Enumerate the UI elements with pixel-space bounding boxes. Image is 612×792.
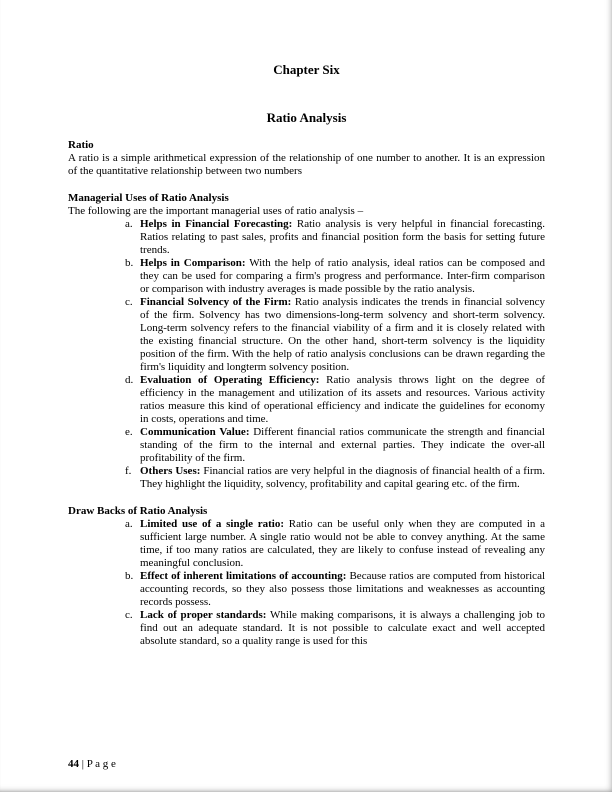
uses-intro: The following are the important managerial uses of ratio analysis – [68,205,364,217]
item-text: Different financial ratios communicate the strength and financial standing of the firm to the internal and external parties. They indicate the over-all profitability of the firm. [140,426,545,464]
item-label: c. [125,296,133,308]
item-text: Ratio analysis is very helpful in financial forecasting. Ratios relating to past sales, profits and financial position form the basis for setting future trends. [140,218,545,256]
item-lead: Lack of proper standards: [140,609,267,621]
list-item [68,609,545,648]
list-item [68,218,545,257]
item-text: Ratio can be useful only when they are computed in a sufficient large number. A single ratio would not be able to convey anything. At the same time, if too many ratios are calculated, they are likely to confuse instead of revealing any meaningful conclusion. [140,518,545,569]
item-text: Ratio analysis throws light on the degree of efficiency in the management and utilization of its assets and resources. Various activity ratios measure this kind of operational efficiency and indicate the guidelines for economy in costs, operations and time. [140,374,546,425]
item-text: Financial ratios are very helpful in the diagnosis of financial health of a firm. They highlight the liquidity, solvency, profitability and capital gearing etc. of the firm. [140,465,545,490]
section-heading-uses: Managerial Uses of Ratio Analysis [68,192,229,204]
item-label: a. [125,518,133,530]
item-lead: Others Uses: [140,465,201,477]
item-lead: Effect of inherent limitations of accounting: [140,570,347,582]
footer-label: | P a g e [81,758,116,770]
item-text: Because ratios are computed from historical accounting records, so they also possess those limitations and weaknesses as accounting records possess. [140,570,546,608]
item-lead: Evaluation of Operating Efficiency: [140,374,320,386]
chapter-title: Chapter Six [273,62,340,77]
item-label: b. [125,257,134,269]
item-label: d. [125,374,134,386]
item-label: c. [125,609,133,621]
page-title: Ratio Analysis [266,110,347,125]
list-item [68,426,545,465]
item-lead: Limited use of a single ratio: [140,518,285,530]
item-text: With the help of ratio analysis, ideal ratios can be composed and they can be used for comparing a firm's progress and performance. Inter-firm comparison or comparison with industry averages is made possible by the ratio analysis. [140,257,546,295]
page-footer [68,758,116,771]
item-lead: Financial Solvency of the Firm: [140,296,292,308]
page-number: 44 [68,758,79,770]
list-item [68,570,545,609]
list-item [68,257,545,296]
list-item [68,518,545,570]
item-lead: Communication Value: [140,426,250,438]
item-label: b. [125,570,134,582]
item-lead: Helps in Comparison: [140,257,246,269]
ratio-paragraph: A ratio is a simple arithmetical expression of the relationship of one number to another. It is an expression of the quantitative relationship between two numbers [68,152,545,177]
section-heading-ratio: Ratio [68,139,94,151]
uses-list [68,218,545,491]
drawbacks-list [68,518,545,648]
item-text: Ratio analysis indicates the trends in financial solvency of the firm. Solvency has two dimensions-long-term solvency and short-term solvency. Long-term solvency refers to the financial viability of a firm and it is closely related with the existing financial structure. On the other hand, short-term solvency is the liquidity position of the firm. With the help of ratio analysis conclusions can be drawn regarding the firm's liquidity and longterm solvency position. [140,296,546,373]
item-text: While making comparisons, it is always a challenging job to find out an adequate standard. It is not possible to calculate exact and well accepted absolute standard, so a quality range is used for this [140,609,545,647]
section-heading-drawbacks: Draw Backs of Ratio Analysis [68,505,208,517]
item-label: f. [125,465,132,477]
list-item [68,465,545,491]
item-label: a. [125,218,133,230]
list-item [68,296,545,374]
item-lead: Helps in Financial Forecasting: [140,218,293,230]
list-item [68,374,545,426]
item-label: e. [125,426,133,438]
